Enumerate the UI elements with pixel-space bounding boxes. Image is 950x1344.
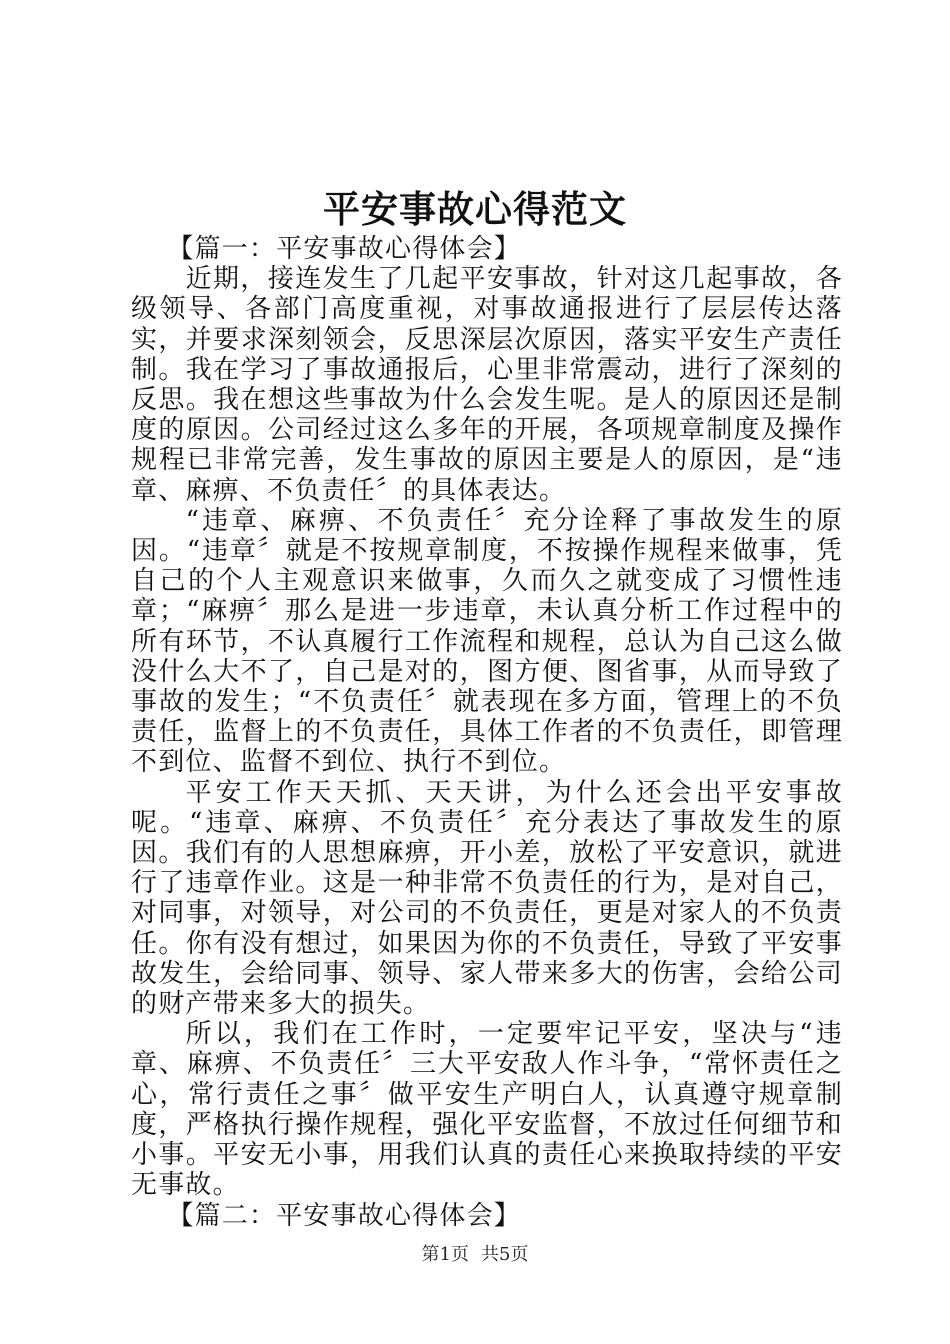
document-title: 平安事故心得范文 [323, 187, 627, 231]
paragraph: 近期，接连发生了几起平安事故，针对这几起事故，各级领导、各部门高度重视，对事故通报进行了层层传达落实，并要求深刻领会，反思深层次原因，落实平安生产责任制。我在学习了事故通报后，心里非常震动，进行了深刻的反思。我在想这些事故为什么会发生呢。是人的原因还是制度的原因。公司经过这么多年的开展，各项规章制度及操作规程已非常完善，发生事故的原因主要是人的原因，是“违章、麻痹、不负责任〞的具体表达。 [131, 264, 843, 506]
section-heading: 【篇二：平安事故心得体会】 [167, 1200, 521, 1231]
page-total: 共5页 [481, 1244, 529, 1265]
page-number: 第1页 [421, 1244, 469, 1265]
section-heading: 【篇一：平安事故心得体会】 [167, 234, 521, 264]
paragraph: “违章、麻痹、不负责任〞充分诠释了事故发生的原因。“违章〞就是不按规章制度，不按操作规程来做事，凭自己的个人主观意识来做事，久而久之就变成了习惯性违章；“麻痹〞那么是进一步违章，未认真分析工作过程中的所有环节，不认真履行工作流程和规程，总认为自己这么做没什么大不了，自己是对的，图方便、图省事，从而导致了事故的发生；“不负责任〞就表现在多方面，管理上的不负责任，监督上的不负责任，具体工作者的不负责任，即管理不到位、监督不到位、执行不到位。 [131, 505, 843, 778]
paragraph: 所以，我们在工作时，一定要牢记平安，坚决与“违章、麻痹、不负责任〞三大平安敌人作斗争，“常怀责任之心，常行责任之事〞做平安生产明白人，认真遵守规章制度，严格执行操作规程，强化平安监督，不放过任何细节和小事。平安无小事，用我们认真的责任心来换取持续的平安无事故。 [131, 1019, 843, 1201]
page-footer [0, 1243, 950, 1267]
paragraph: 平安工作天天抓、天天讲，为什么还会出平安事故呢。“违章、麻痹、不负责任〞充分表达了事故发生的原因。我们有的人思想麻痹，开小差，放松了平安意识，就进行了违章作业。这是一种非常不负责任的行为，是对自己，对同事，对领导，对公司的不负责任，更是对家人的不负责任。你有没有想过，如果因为你的不负责任，导致了平安事故发生，会给同事、领导、家人带来多大的伤害，会给公司的财产带来多大的损失。 [131, 777, 843, 1020]
document-body [131, 234, 843, 1231]
